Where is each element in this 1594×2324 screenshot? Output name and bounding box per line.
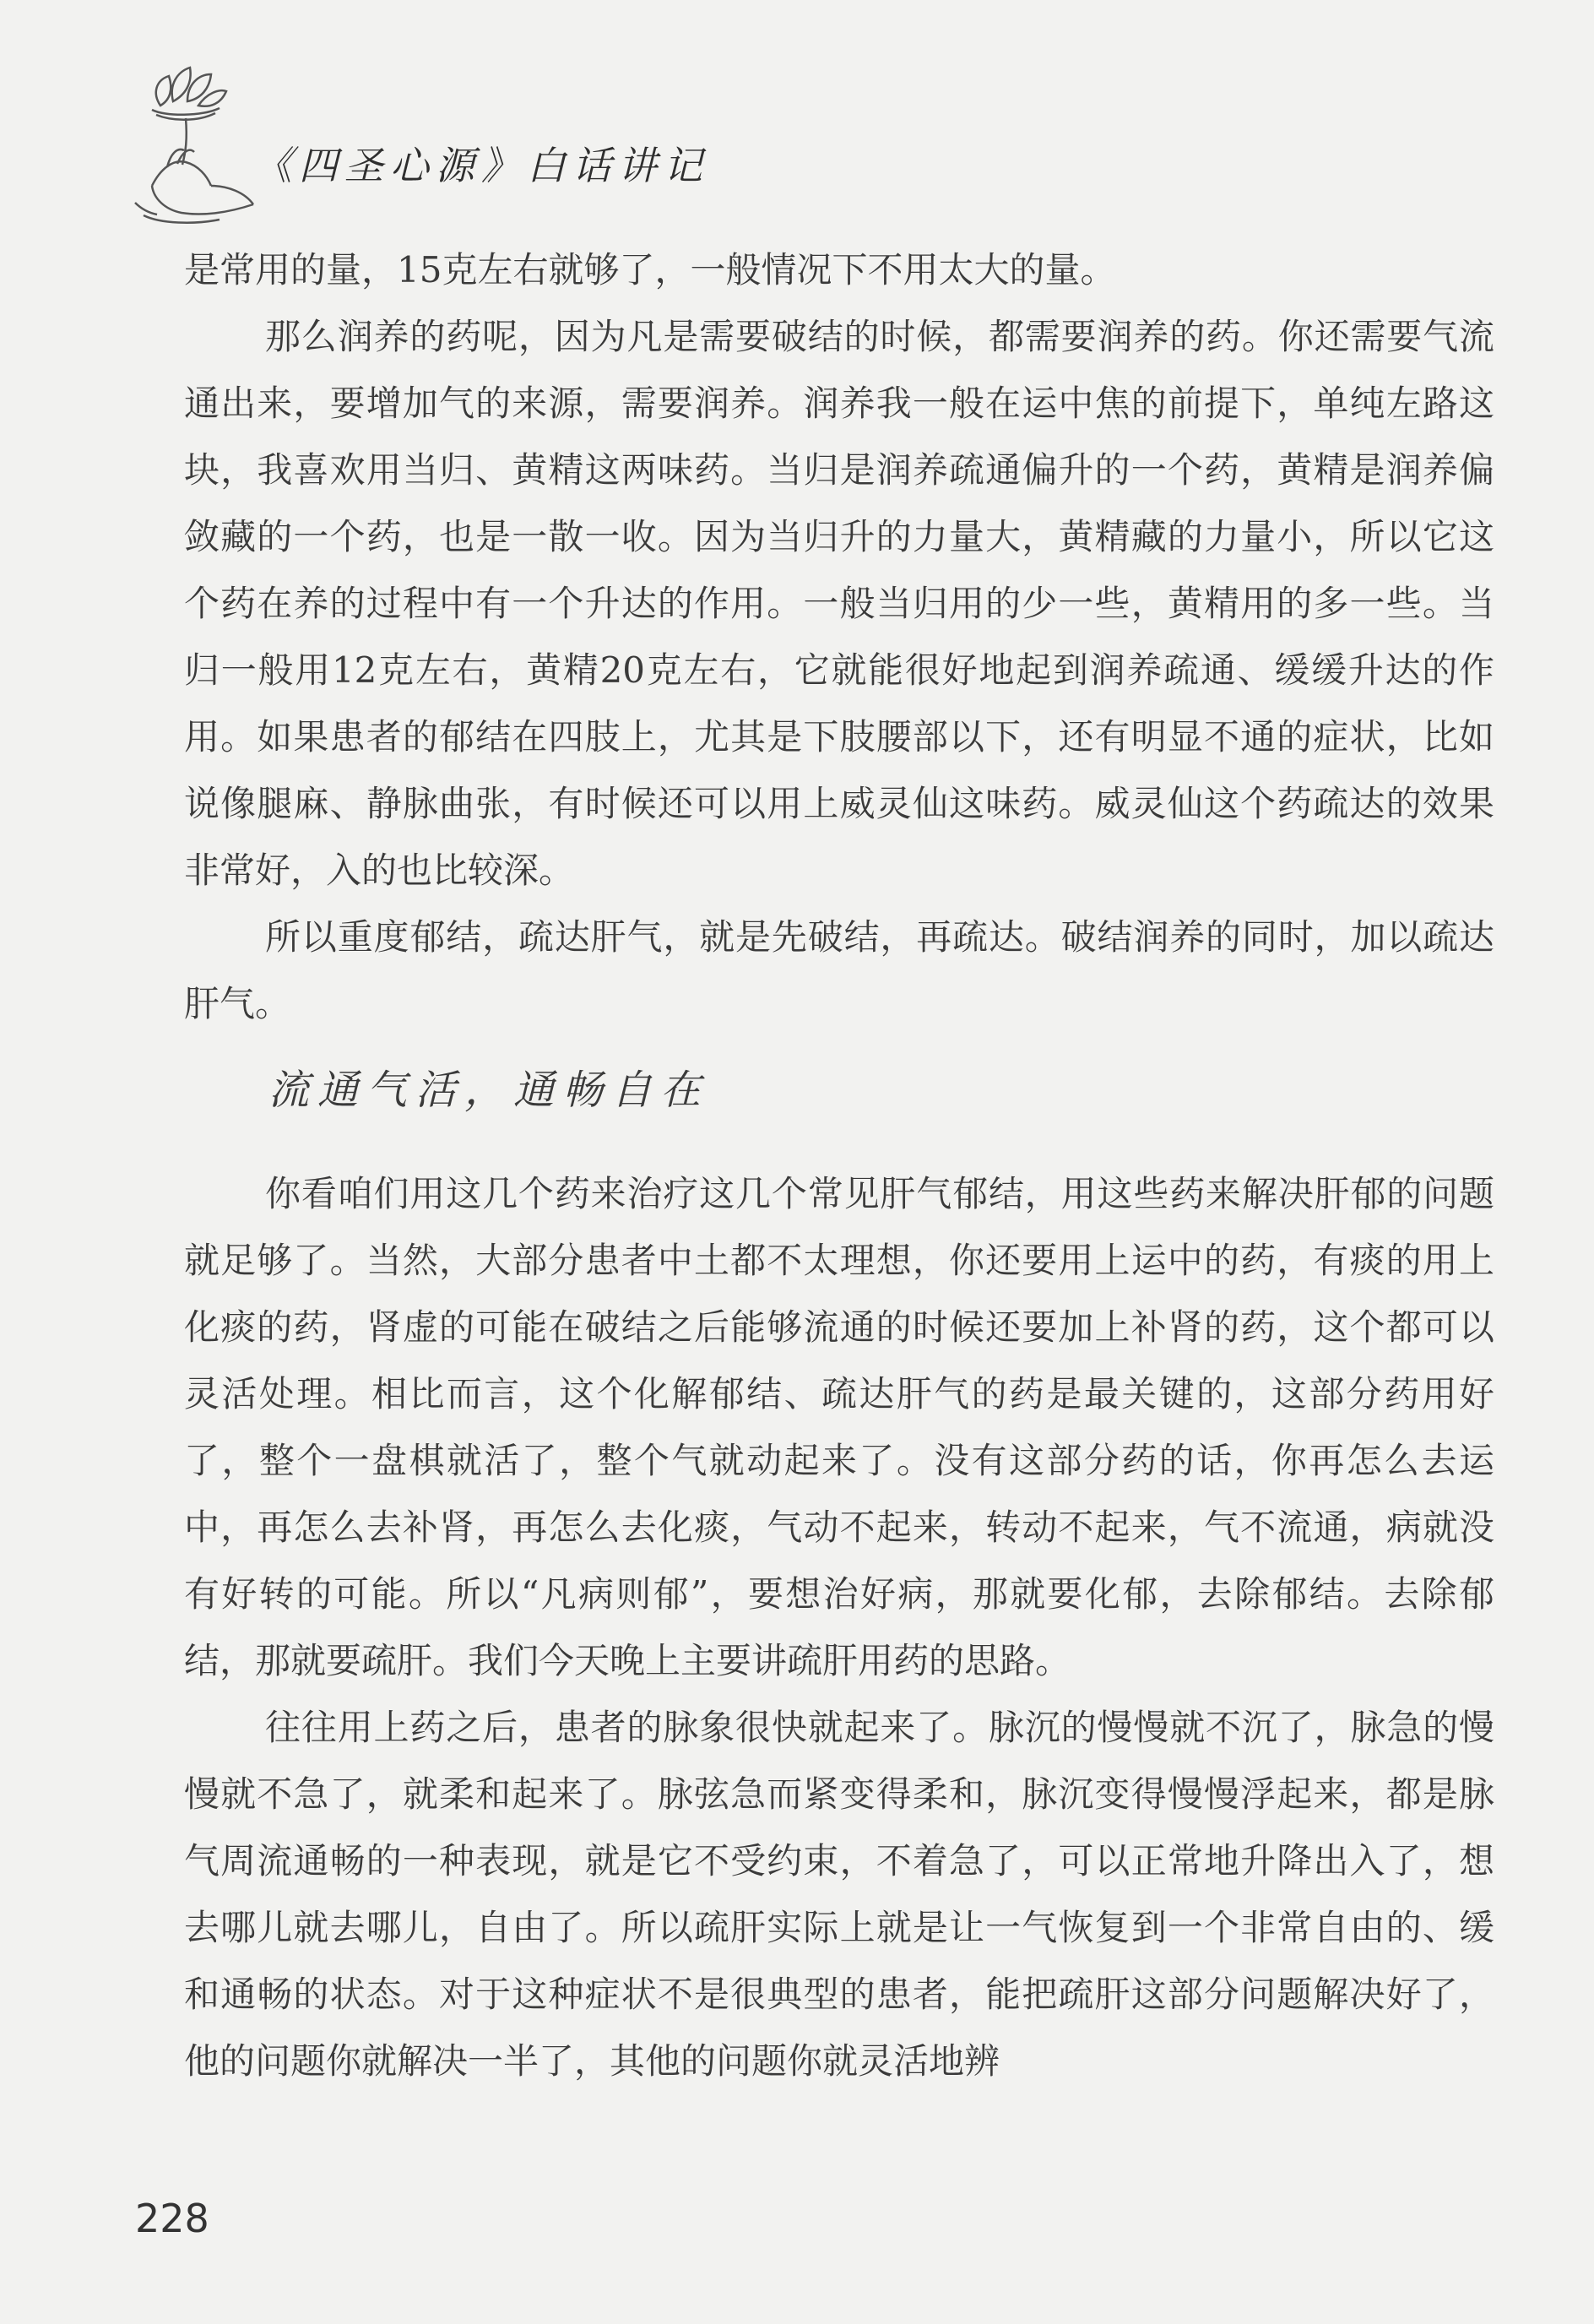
paragraph: 往往用上药之后，患者的脉象很快就起来了。脉沉的慢慢就不沉了，脉急的慢慢就不急了，就柔和起来了。脉弦急而紧变得柔和，脉沉变得慢慢浮起来，都是脉气周流通畅的一种表现，就是它不受约束，不着急了，可以正常地升降出入了，想去哪儿就去哪儿，自由了。所以疏肝实际上就是让一气恢复到一个非常自由的、缓和通畅的状态。对于这种症状不是很典型的患者，能把疏肝这部分问题解决好了，他的问题你就解决一半了，其他的问题你就灵活地辨	[184, 1707, 1494, 2082]
paragraph: 你看咱们用这几个药来治疗这几个常见肝气郁结，用这些药来解决肝郁的问题就足够了。当然，大部分患者中土都不太理想，你还要用上运中的药，有痰的用上化痰的药，肾虚的可能在破结之后能够流通的时候还要加上补肾的药，这个都可以灵活处理。相比而言，这个化解郁结、疏达肝气的药是最关键的，这部分药用好了，整个一盘棋就活了，整个气就动起来了。没有这部分药的话，你再怎么去运中，再怎么去补肾，再怎么去化痰，气动不起来，转动不起来，气不流通，病就没有好转的可能。所以“凡病则郁”，要想治好病，那就要化郁，去除郁结。去除郁结，那就要疏肝。我们今天晚上主要讲疏肝用药的思路。	[184, 1173, 1494, 1681]
text-block-2	[184, 1160, 1494, 2094]
page-number: 228	[135, 2196, 209, 2241]
running-header	[127, 59, 971, 228]
lotus-hand-icon	[127, 59, 262, 228]
book-title: 《四圣心源》白话讲记	[253, 143, 709, 188]
paragraph: 所以重度郁结，疏达肝气，就是先破结，再疏达。破结润养的同时，加以疏达肝气。	[184, 916, 1494, 1024]
paragraph: 那么润养的药呢，因为凡是需要破结的时候，都需要润养的药。你还需要气流通出来，要增加气的来源，需要润养。润养我一般在运中焦的前提下，单纯左路这块，我喜欢用当归、黄精这两味药。当归是润养疏通偏升的一个药，黄精是润养偏敛藏的一个药，也是一散一收。因为当归升的力量大，黄精藏的力量小，所以它这个药在养的过程中有一个升达的作用。一般当归用的少一些，黄精用的多一些。当归一般用12克左右，黄精20克左右，它就能很好地起到润养疏通、缓缓升达的作用。如果患者的郁结在四肢上，尤其是下肢腰部以下，还有明显不通的症状，比如说像腿麻、静脉曲张，有时候还可以用上威灵仙这味药。威灵仙这个药疏达的效果非常好，入的也比较深。	[184, 316, 1494, 891]
section-heading: 流通气活，通畅自在	[268, 1067, 710, 1114]
text-block-1	[184, 236, 1494, 1037]
paragraph: 是常用的量，15克左右就够了，一般情况下不用太大的量。	[184, 249, 1116, 290]
